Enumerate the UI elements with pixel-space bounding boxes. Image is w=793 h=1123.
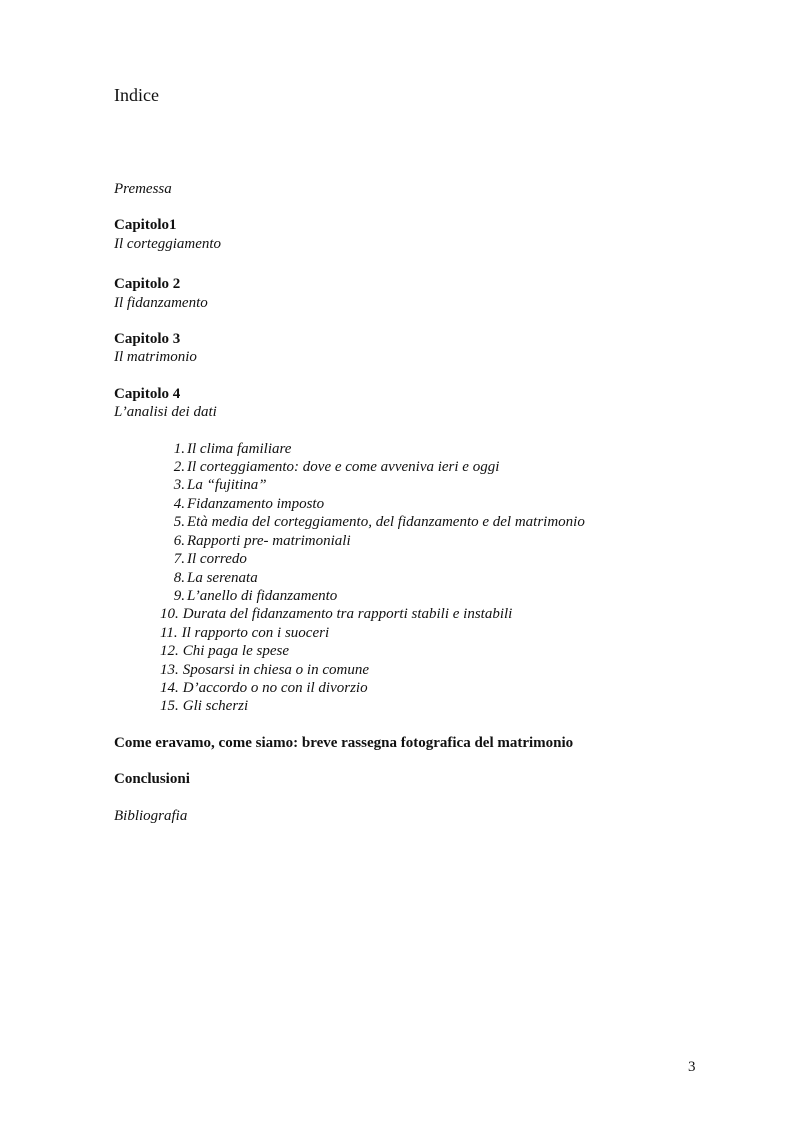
item-number: 9. — [173, 587, 185, 604]
item-number: 14. — [160, 679, 179, 696]
toc-chapter-3 — [114, 330, 734, 367]
item-number: 1. — [173, 440, 185, 457]
list-item — [160, 458, 734, 476]
list-item — [160, 697, 734, 715]
item-number: 8. — [173, 569, 185, 586]
item-label: La “fujitina” — [187, 477, 267, 494]
item-label: Fidanzamento imposto — [187, 495, 325, 512]
item-number: 13. — [160, 661, 179, 678]
item-label: Il corredo — [187, 551, 247, 568]
list-item — [160, 642, 734, 660]
item-label: Rapporti pre- matrimoniali — [187, 532, 351, 549]
item-number: 6. — [173, 532, 185, 549]
chapter-heading: Capitolo 3 — [114, 331, 181, 348]
chapter-title: Il corteggiamento — [114, 235, 222, 252]
toc-bibliography: Bibliografia — [114, 807, 188, 824]
chapter-title: Il fidanzamento — [114, 294, 208, 311]
toc-chapter-2 — [114, 275, 734, 312]
item-number: 7. — [173, 551, 185, 568]
toc-photo-section: Come eravamo, come siamo: breve rassegna fotografica del matrimonio — [114, 734, 574, 751]
item-number: 10. — [160, 606, 179, 623]
item-number: 3. — [173, 477, 185, 494]
list-item — [160, 679, 734, 697]
chapter-title: Il matrimonio — [114, 349, 197, 366]
toc-chapter-1 — [114, 216, 734, 253]
toc-chapter-4 — [114, 385, 734, 422]
chapter-4-subsections — [114, 440, 734, 716]
list-item — [160, 532, 734, 550]
toc-premessa: Premessa — [114, 181, 172, 197]
item-label: D’accordo o no con il divorzio — [182, 679, 368, 696]
item-number: 11. — [160, 624, 178, 641]
item-label: Il rapporto con i suoceri — [181, 624, 330, 641]
item-label: Sposarsi in chiesa o in comune — [182, 661, 369, 678]
item-label: Gli scherzi — [182, 698, 249, 715]
item-label: Chi paga le spese — [182, 643, 289, 660]
chapter-heading: Capitolo 4 — [114, 385, 181, 402]
item-label: La serenata — [187, 569, 258, 586]
item-label: Età media del corteggiamento, del fidanzamento e del matrimonio — [187, 514, 585, 531]
item-number: 15. — [160, 698, 179, 715]
item-number: 2. — [173, 459, 185, 476]
list-item — [160, 569, 734, 587]
item-number: 4. — [173, 495, 185, 512]
item-number: 5. — [173, 514, 185, 531]
list-item — [160, 587, 734, 605]
item-label: Il clima familiare — [187, 440, 292, 457]
chapter-heading: Capitolo1 — [114, 217, 177, 234]
item-label: Durata del fidanzamento tra rapporti stabili e instabili — [182, 606, 513, 623]
item-label: Il corteggiamento: dove e come avveniva ieri e oggi — [187, 459, 500, 476]
page-title: Indice — [114, 85, 159, 105]
table-of-contents — [114, 180, 734, 825]
chapter-title: L’analisi dei dati — [114, 404, 217, 421]
list-item — [160, 476, 734, 494]
page-number: 3 — [688, 1059, 696, 1075]
toc-conclusions: Conclusioni — [114, 771, 190, 788]
item-number: 12. — [160, 643, 179, 660]
list-item — [160, 440, 734, 458]
list-item — [160, 624, 734, 642]
chapter-heading: Capitolo 2 — [114, 276, 181, 293]
list-item — [160, 495, 734, 513]
list-item — [160, 605, 734, 623]
list-item — [160, 550, 734, 568]
item-label: L’anello di fidanzamento — [187, 587, 338, 604]
list-item — [160, 661, 734, 679]
list-item — [160, 513, 734, 531]
